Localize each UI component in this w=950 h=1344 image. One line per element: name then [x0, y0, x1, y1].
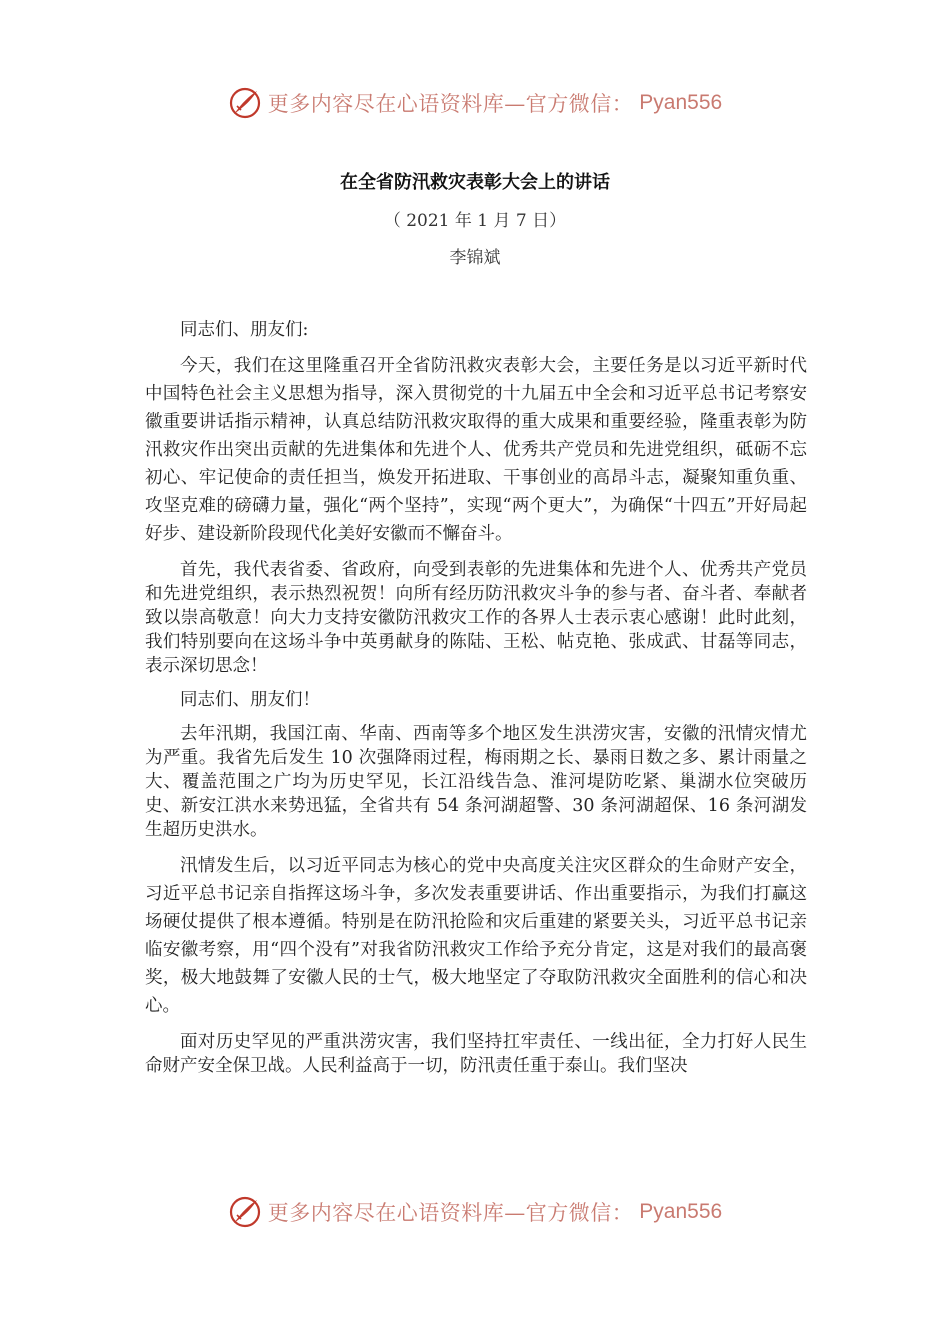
paragraph: 首先，我代表省委、省政府，向受到表彰的先进集体和先进个人、优秀共产党员和先进党组织，表示热烈祝贺！向所有经历防汛救灾斗争的参与者、奋斗者、奉献者致以崇高敬意！向大力支持安徽防汛救灾工作的各界人士表示衷心感谢！此时此刻，我们特别要向在这场斗争中英勇献身的陈陆、王松、帖克艳、张成武、甘磊等同志，表示深切思念！ — [145, 560, 807, 676]
document-date: （ 2021 年 1 月 7 日） — [383, 211, 567, 231]
watermark-group — [228, 86, 722, 120]
document-body — [145, 318, 807, 1088]
watermark-wechat-id: Pyan556 — [639, 91, 723, 114]
paragraph-salutation: 同志们、朋友们: — [180, 320, 309, 340]
document-title: 在全省防汛救灾表彰大会上的讲话 — [340, 172, 610, 193]
watermark-banner-bottom — [0, 1192, 950, 1232]
document-author: 李锦斌 — [449, 248, 501, 268]
watermark-group — [228, 1195, 722, 1229]
paragraph: 去年汛期，我国江南、华南、西南等多个地区发生洪涝灾害，安徽的汛情灾情尤为严重。我省先后发生 10 次强降雨过程，梅雨期之长、暴雨日数之多、累计雨量之大、覆盖范围之广均为历史罕见，长江沿线告急、淮河堤防吃紧、巢湖水位突破历史、新安江洪水来势迅猛，全省共有 54 条河湖超警、30 条河湖超保、16 条河湖发生超历史洪水。 — [145, 724, 807, 840]
watermark-banner-top — [0, 83, 950, 123]
paragraph: 今天，我们在这里隆重召开全省防汛救灾表彰大会，主要任务是以习近平新时代中国特色社会主义思想为指导，深入贯彻党的十九届五中全会和习近平总书记考察安徽重要讲话指示精神，认真总结防汛救灾取得的重大成果和重要经验，隆重表彰为防汛救灾作出突出贡献的先进集体和先进个人、优秀共产党员和先进党组织，砥砺不忘初心、牢记使命的责任担当，焕发开拓进取、干事创业的高昂斗志，凝聚知重负重、攻坚克难的磅礴力量，强化“两个坚持”，实现“两个更大”，为确保“十四五”开好局起好步、建设新阶段现代化美好安徽而不懈奋斗。 — [145, 356, 807, 544]
watermark-text: 更多内容尽在心语资料库—官方微信： — [267, 92, 634, 116]
watermark-text: 更多内容尽在心语资料库—官方微信： — [267, 1201, 634, 1225]
quill-logo-icon — [228, 86, 262, 120]
paragraph: 汛情发生后，以习近平同志为核心的党中央高度关注灾区群众的生命财产安全，习近平总书记亲自指挥这场斗争，多次发表重要讲话、作出重要指示，为我们打赢这场硬仗提供了根本遵循。特别是在防汛抢险和灾后重建的紧要关头，习近平总书记亲临安徽考察，用“四个没有”对我省防汛救灾工作给予充分肯定，这是对我们的最高褒奖，极大地鼓舞了安徽人民的士气，极大地坚定了夺取防汛救灾全面胜利的信心和决心。 — [145, 856, 807, 1016]
watermark-wechat-id: Pyan556 — [639, 1200, 723, 1223]
quill-logo-icon — [228, 1195, 262, 1229]
paragraph: 面对历史罕见的严重洪涝灾害，我们坚持扛牢责任、一线出征，全力打好人民生命财产安全保卫战。人民利益高于一切，防汛责任重于泰山。我们坚决 — [145, 1032, 807, 1076]
paragraph-salutation: 同志们、朋友们！ — [180, 690, 320, 710]
